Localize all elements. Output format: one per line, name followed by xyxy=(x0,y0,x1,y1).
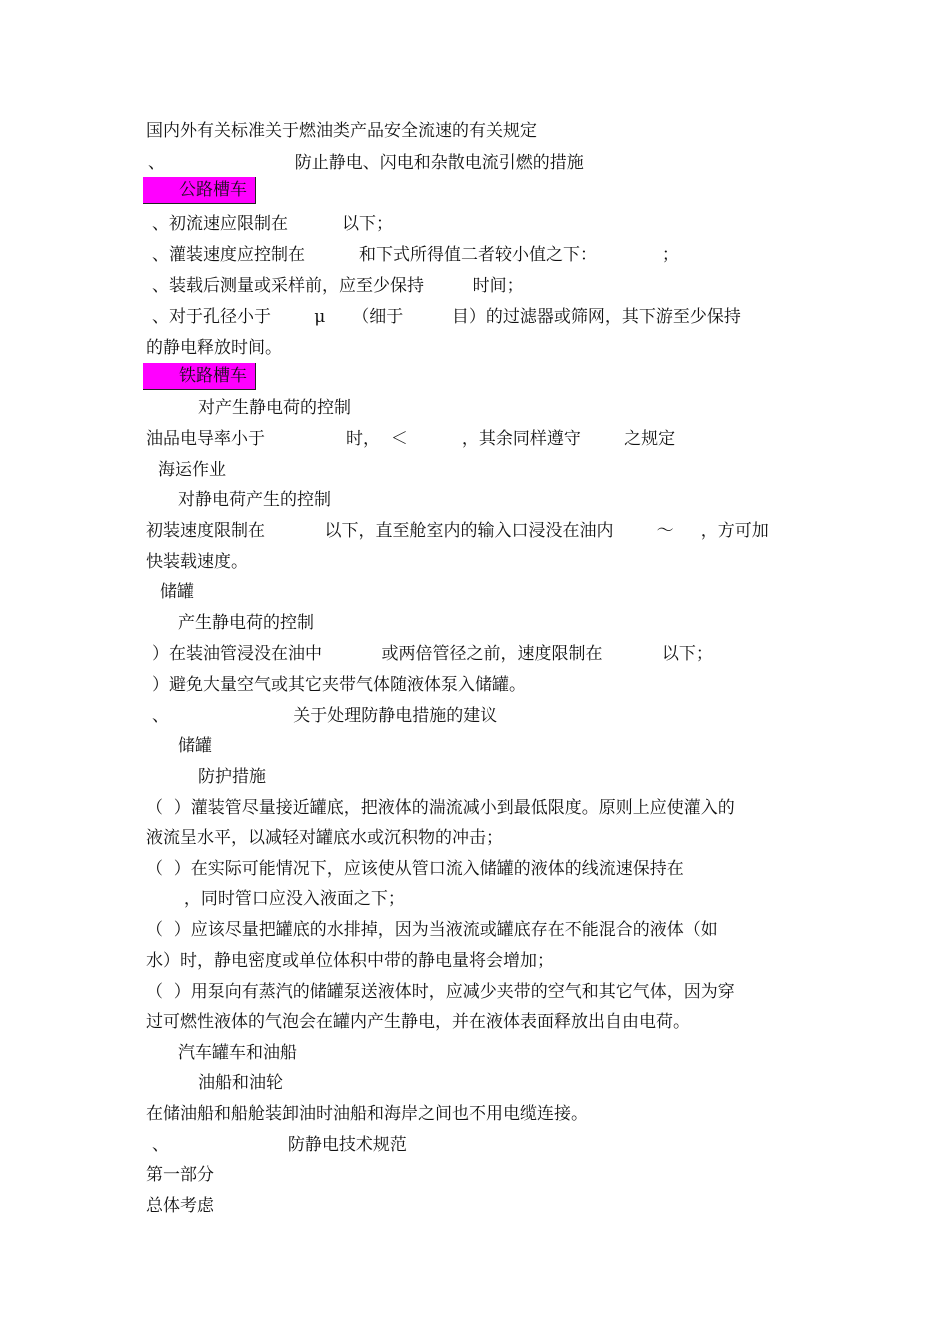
marine-text: 初装速度限制在 以下，直至舱室内的输入口浸没在油内 ～ ，方可加 xyxy=(146,521,769,541)
measure-1: （ ）灌装管尽量接近罐底，把液体的湍流减小到最低限度。原则上应使灌入的 xyxy=(146,798,735,818)
measure-4-continued: 过可燃性液体的气泡会在罐内产生静电，并在液体表面释放出自由电荷。 xyxy=(146,1012,690,1032)
marine-heading: 海运作业 xyxy=(158,460,226,480)
tank-item-1: ）在装油管浸没在油中 或两倍管径之前，速度限制在 以下； xyxy=(152,644,713,664)
highlight-label-highway-tanker: 公路槽车 xyxy=(143,177,256,204)
recommendations-tank-heading: 储罐 xyxy=(178,736,212,756)
section-heading-anti-static: 、 防止静电、闪电和杂散电流引燃的措施 xyxy=(148,153,584,173)
measure-3: （ ）应该尽量把罐底的水排掉，因为当液流或罐底存在不能混合的液体（如 xyxy=(146,920,718,940)
truck-and-ship-heading: 汽车罐车和油船 xyxy=(178,1043,297,1063)
highway-item-1: 、初流速应限制在 以下； xyxy=(152,214,394,234)
highway-item-4: 、对于孔径小于 μ （细于 目）的过滤器或筛网，其下游至少保持 xyxy=(152,307,741,327)
tank-heading: 储罐 xyxy=(160,582,194,602)
measure-3-continued: 水）时，静电密度或单位体积中带的静电量将会增加； xyxy=(146,951,554,971)
part-one-heading: 第一部分 xyxy=(146,1165,214,1185)
oil-ship-text: 在储油船和船舱装卸油时油船和海岸之间也不用电缆连接。 xyxy=(146,1104,588,1124)
overall-considerations-heading: 总体考虑 xyxy=(146,1196,214,1216)
highway-item-3: 、装载后测量或采样前，应至少保持 时间； xyxy=(152,276,524,296)
highway-item-2: 、灌装速度应控制在 和下式所得值二者较小值之下： ； xyxy=(152,245,679,265)
oil-ship-subheading: 油船和油轮 xyxy=(198,1073,283,1093)
tank-item-2: ）避免大量空气或其它夹带气体随液体泵入储罐。 xyxy=(152,675,526,695)
highway-item-4-continued: 的静电释放时间。 xyxy=(146,338,282,358)
measure-4: （ ）用泵向有蒸汽的储罐泵送液体时，应减少夹带的空气和其它气体，因为穿 xyxy=(146,982,735,1002)
highlight-label-railway-tanker: 铁路槽车 xyxy=(143,363,256,390)
marine-subheading: 对静电荷产生的控制 xyxy=(178,490,331,510)
measure-2-continued: ，同时管口应没入液面之下； xyxy=(146,889,405,909)
railway-text: 油品电导率小于 时， ＜ ，其余同样遵守 之规定 xyxy=(146,429,676,449)
measure-2: （ ）在实际可能情况下，应该使从管口流入储罐的液体的线流速保持在 xyxy=(146,859,684,879)
tank-subheading: 产生静电荷的控制 xyxy=(178,613,314,633)
measure-1-continued: 液流呈水平，以减轻对罐底水或沉积物的冲击； xyxy=(146,828,503,848)
marine-text-continued: 快装载速度。 xyxy=(146,552,248,572)
section-heading-recommendations: 、 关于处理防静电措施的建议 xyxy=(152,706,498,726)
document-title: 国内外有关标准关于燃油类产品安全流速的有关规定 xyxy=(146,121,537,141)
railway-subheading: 对产生静电荷的控制 xyxy=(198,398,351,418)
protection-measures-heading: 防护措施 xyxy=(198,767,266,787)
section-heading-technical-standard: 、 防静电技术规范 xyxy=(152,1135,407,1155)
